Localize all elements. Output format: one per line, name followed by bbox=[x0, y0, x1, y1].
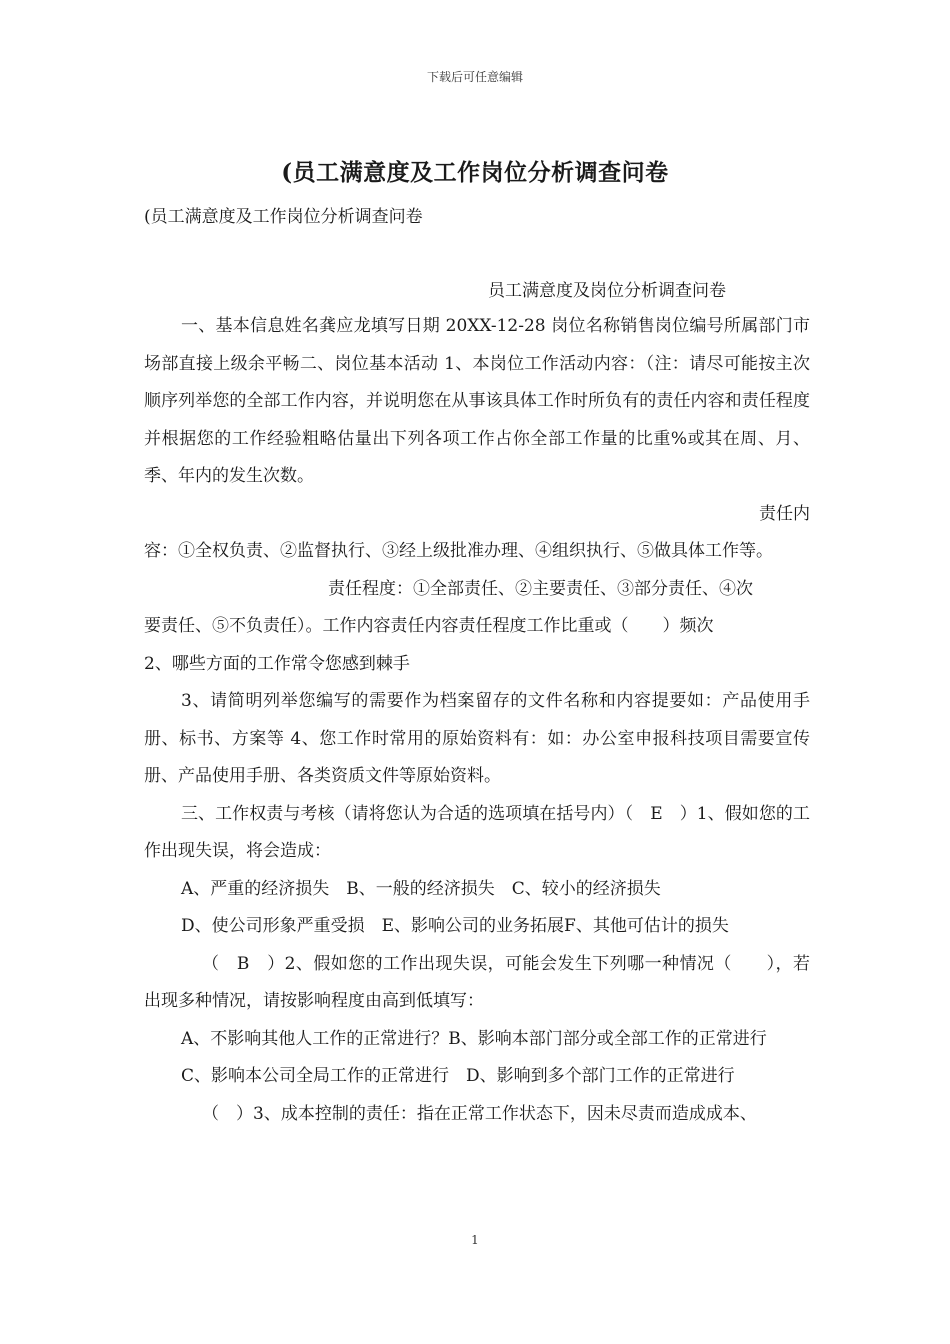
options-line-cd: C、影响本公司全局工作的正常进行 D、影响到多个部门工作的正常进行 bbox=[181, 1066, 735, 1086]
paragraph-responsibility-degree: 责任程度：①全部责任、②主要责任、③部分责任、④次 bbox=[328, 578, 753, 599]
document-title: (员工满意度及工作岗位分析调查问卷 bbox=[281, 159, 669, 186]
survey-title: 员工满意度及岗位分析调查问卷 bbox=[488, 281, 726, 301]
options-line-def: D、使公司形象严重受损 E、影响公司的业务拓展F、其他可估计的损失 bbox=[181, 916, 729, 936]
options-line-ab: A、不影响其他人工作的正常进行？B、影响本部门部分或全部工作的正常进行 bbox=[181, 1028, 767, 1049]
paragraph-basic-info: 一、基本信息姓名龚应龙填写日期 20XX-12-28 岗位名称销售岗位编号所属部门市场部直接上级余平畅二、岗位基本活动 1、本岗位工作活动内容：（注：请尽可能按主次顺序列举您的全部工作内容，并说明您在从事该具体工作时所负有的责任内容和责任程度并根据您的工作经验粗略估量出下列各项工作占你全部工作量的比重%或其在周、月、季、年内的发生次数。 bbox=[144, 316, 810, 486]
paragraph-difficult-work: 2、哪些方面的工作常令您感到棘手 bbox=[144, 653, 410, 674]
document-subtitle: (员工满意度及工作岗位分析调查问卷 bbox=[144, 207, 423, 227]
paragraph-question-two: （ B ）2、假如您的工作出现失误，可能会发生下列哪一种情况（ ），若出现多种情况，请按影响程度由高到低填写： bbox=[144, 953, 810, 1011]
paragraph-question-three: （ ）3、成本控制的责任：指在正常工作状态下，因未尽责而造成成本、 bbox=[202, 1103, 757, 1124]
paragraph-responsibility-label: 责任内 bbox=[759, 503, 810, 524]
document-body bbox=[144, 308, 810, 1133]
paragraph-responsibility-content: 容：①全权负责、②监督执行、③经上级批准办理、④组织执行、⑤做具体工作等。 bbox=[144, 541, 773, 561]
paragraph-section-three: 三、工作权责与考核（请将您认为合适的选项填在括号内）（ E ）1、假如您的工作出现失误，将会造成： bbox=[144, 803, 810, 861]
page-number: 1 bbox=[471, 1233, 479, 1247]
paragraph-responsibility-degree-cont: 要责任、⑤不负责任）。工作内容责任内容责任程度工作比重或（ ）频次 bbox=[144, 616, 714, 636]
options-line-abc: A、严重的经济损失 B、一般的经济损失 C、较小的经济损失 bbox=[181, 878, 661, 899]
paragraph-archive-docs: 3、请简明列举您编写的需要作为档案留存的文件名称和内容提要如：产品使用手册、标书、方案等 4、您工作时常用的原始资料有：如：办公室申报科技项目需要宣传册、产品使用手册、各类资质文件等原始资料。 bbox=[144, 691, 810, 786]
header-note: 下载后可任意编辑 bbox=[426, 70, 523, 84]
